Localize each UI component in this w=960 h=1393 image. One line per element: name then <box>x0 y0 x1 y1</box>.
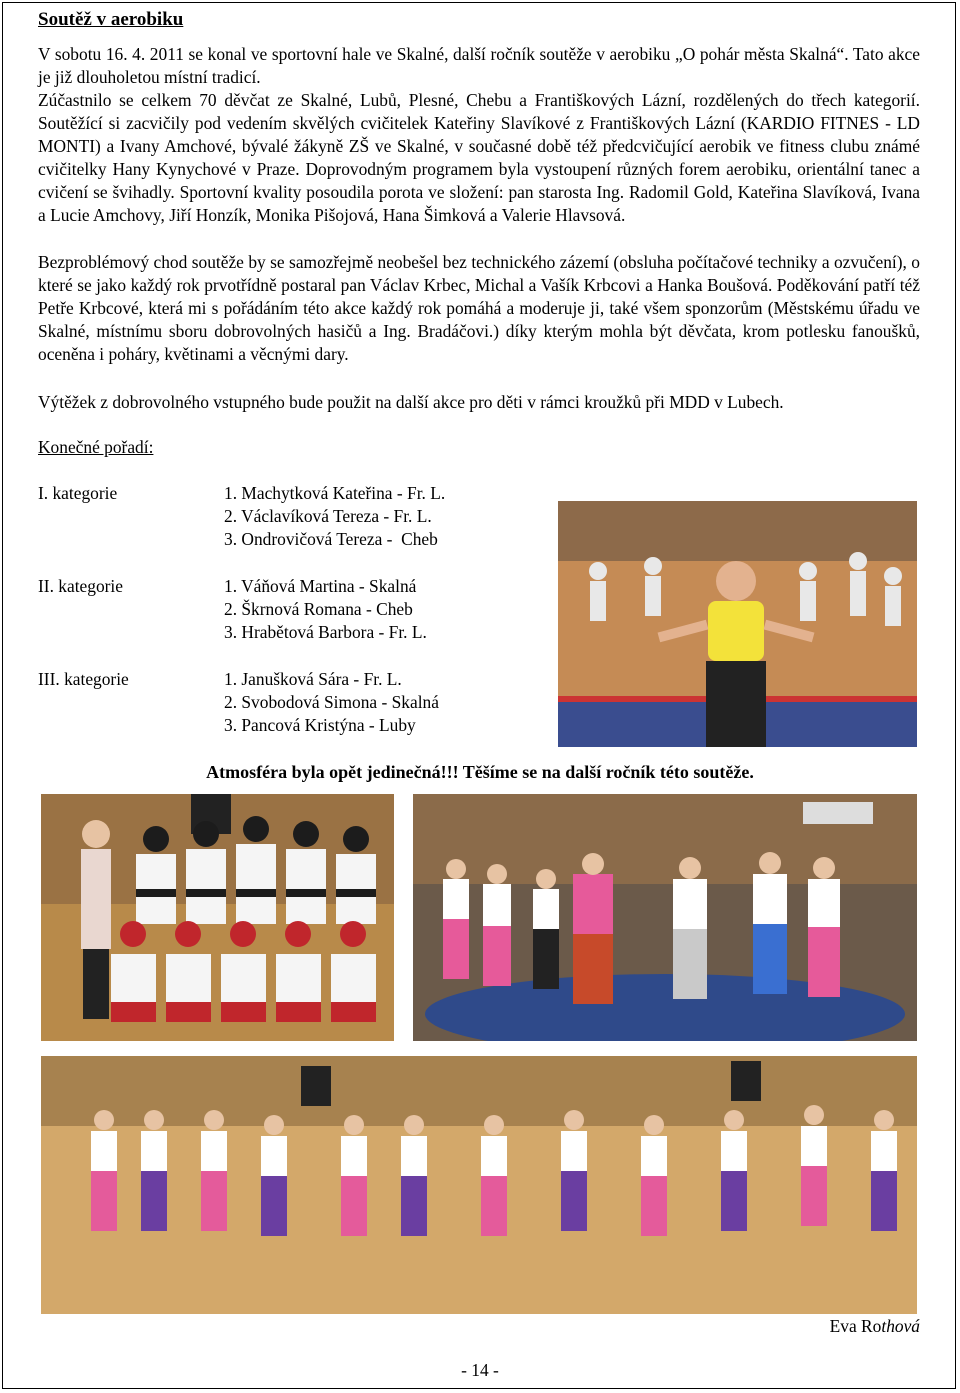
paragraph-thanks: Bezproblémový chod soutěže by se samozřejmě neobešel bez technického zázemí (obsluha počítačové techniky a ozvučení), o které se jako každý rok prvotřídně postaral pan Václav Krbec, Michal a Vašík Krbcovi a Hanka Boušová. Poděkování patří též Petře Krbcové, která mi s pořádáním této akce každý rok pomáhá a moderuje ji, také všem sponzorům (Městskému úřadu ve Skalné, místnímu sboru dobrovolných hasičů a Ing. Bradáčovi.) díky kterým mohla být děvčata, krom potlesku fanoušků, oceněna i poháry, květinami a věcnými dary. <box>38 252 920 364</box>
photo-pirate-group <box>41 794 394 1041</box>
list-item: 2. Škrnová Romana - Cheb <box>224 599 413 619</box>
list-item: 3. Pancová Kristýna - Luby <box>224 715 416 735</box>
photo-lineup <box>41 1056 917 1314</box>
author-name-italic: thová <box>881 1316 920 1336</box>
slogan: Atmosféra byla opět jedinečná!!! Těšíme se na další ročník této soutěže. <box>206 762 754 782</box>
list-item: 3. Hrabětová Barbora - Fr. L. <box>224 622 427 642</box>
category-1-label: I. kategorie <box>38 483 118 503</box>
photo-instructor-aerobics <box>558 501 917 747</box>
list-item: 1. Janušková Sára - Fr. L. <box>224 669 402 689</box>
page-number: - 14 - <box>461 1360 499 1380</box>
list-item: 1. Machytková Kateřina - Fr. L. <box>224 483 446 503</box>
list-item: 2. Svobodová Simona - Skalná <box>224 692 439 712</box>
list-item: 2. Václavíková Tereza - Fr. L. <box>224 506 432 526</box>
category-2-entries <box>224 575 427 644</box>
author-name-part: Eva Ro <box>829 1316 882 1336</box>
ranking-heading: Konečné pořadí: <box>38 437 154 457</box>
category-3-label: III. kategorie <box>38 669 129 689</box>
category-2-label: II. kategorie <box>38 576 123 596</box>
paragraph-intro: V sobotu 16. 4. 2011 se konal ve sportovní hale ve Skalné, další ročník soutěže v aerobiku „O pohár města Skalná“. Tato akce je již dlouholetou místní tradicí. <box>38 44 920 87</box>
list-item: 3. Ondrovičová Tereza - Cheb <box>224 529 438 549</box>
author-signature <box>830 1316 920 1337</box>
photo-bib-jumping <box>413 794 917 1041</box>
category-1-entries <box>224 482 445 551</box>
article-title: Soutěž v aerobiku <box>38 9 184 30</box>
paragraph-participants: Zúčastnilo se celkem 70 děvčat ze Skalné, Lubů, Plesné, Chebu a Františkových Lázní, rozdělených do třech kategorií. Soutěžící si zacvičily pod vedením skvělých cvičitelek Kateřiny Slavíkové z Františkových Lázní (KARDIO FITNES - LD MONTI) a Ivany Amchové, bývalé žákyně ZŠ ve Skalné, v současné době též předcvičující aerobik ve fitness clubu známé cvičitelky Hany Kynychové v Praze. Doprovodným programem byla vystoupení různých forem aerobiku, orientální tanec a cvičení se švihadly. Sportovní kvality posoudila porota ve složení: pan starosta Ing. Radomil Gold, Kateřina Slavíková, Ivana a Lucie Amchovy, Jiří Honzík, Monika Pišojová, Hana Šimková a Valerie Hlavsová. <box>38 90 920 225</box>
list-item: 1. Váňová Martina - Skalná <box>224 576 417 596</box>
paragraph-proceeds: Výtěžek z dobrovolného vstupného bude použit na další akce pro děti v rámci kroužků při MDD v Lubech. <box>38 392 784 412</box>
category-3-entries <box>224 668 439 737</box>
